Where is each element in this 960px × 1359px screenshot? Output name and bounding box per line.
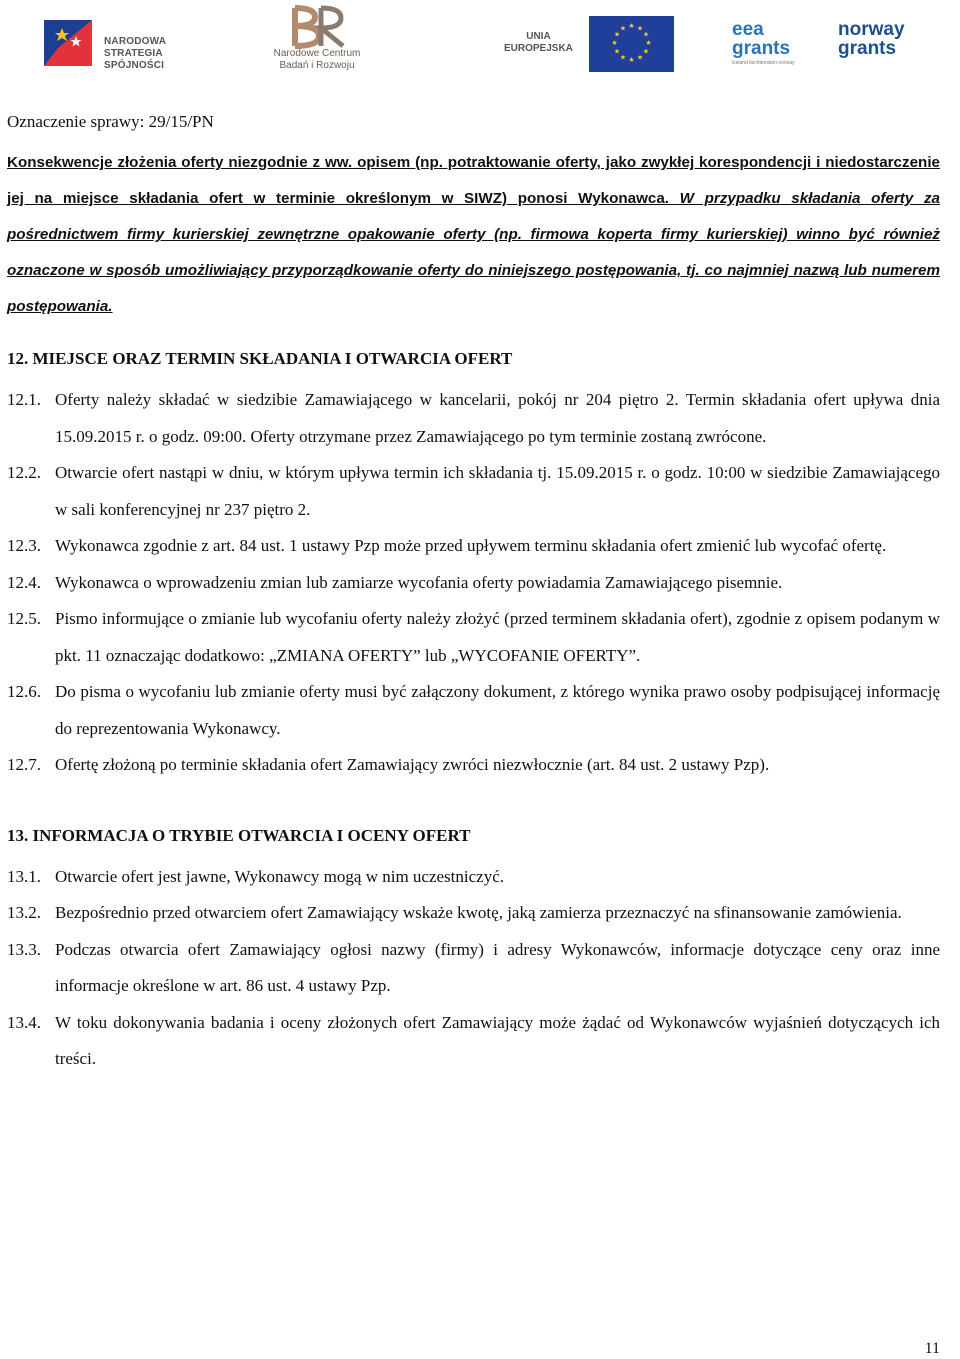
item-number: 12.3. [7, 536, 41, 555]
svg-text:★: ★ [642, 47, 650, 56]
ncbr-logo [262, 4, 372, 82]
item-number: 12.2. [7, 463, 41, 482]
svg-text:★: ★ [645, 39, 652, 47]
svg-text:★: ★ [619, 53, 627, 62]
item-number: 13.4. [7, 1012, 41, 1032]
notice-italic-text: W przypadku składania oferty za pośrednictwem firmy kurierskiej zewnętrzne opakowanie oferty (np. firmowa koperta firmy kurierskiej) winno być również oznaczone w sposób umożliwiający przyporządkowanie oferty do niniejszego postępowania, tj. co najmniej nazwą lub numerem postępowania. [7, 190, 940, 315]
svg-text:★: ★ [613, 30, 621, 39]
item-text: Wykonawca o wprowadzeniu zmian lub zamiarze wycofania oferty powiadamia Zamawiającego pisemnie. [55, 572, 783, 592]
item-number: 12.4. [7, 572, 41, 592]
item-text: Pismo informujące o zmianie lub wycofaniu oferty należy złożyć (przed terminem składania ofert), zgodnie z opisem podanym w pkt. 11 oznaczając dodatkowo: „ZMIANA OFERTY” lub „WYCOFANIE OFERTY”. [55, 609, 940, 665]
list-item [7, 382, 940, 455]
norway-text-1: norway [838, 19, 905, 40]
item-text: W toku dokonywania badania i oceny złożonych ofert Zamawiający może żądać od Wykonawców wyjaśnień dotyczących ich treści. [55, 1012, 940, 1068]
svg-text:★: ★ [628, 56, 635, 64]
section-13-title: 13. INFORMACJA O TRYBIE OTWARCIA I OCENY OFERT [7, 825, 471, 845]
ns-text-line-1: NARODOWA [104, 36, 167, 47]
item-text: Otwarcie ofert nastąpi w dniu, w którym upływa termin ich składania tj. 15.09.2015 r. o godz. 10:00 w siedzibie Zamawiającego w sali konferencyjnej nr 237 piętro 2. [55, 463, 940, 519]
list-item [7, 1005, 940, 1078]
eea-subtext: iceland liechtenstein norway [732, 60, 795, 66]
eea-grants-logo [732, 20, 827, 72]
item-text: Podczas otwarcia ofert Zamawiający ogłosi nazwy (firmy) i adresy Wykonawców, informacje dotyczące ceny oraz inne informacje określone w art. 86 ust. 4 ustawy Pzp. [55, 939, 940, 995]
section-12-list [7, 382, 940, 784]
ns-flag-icon [40, 14, 96, 70]
list-item [7, 674, 940, 747]
svg-text:★: ★ [613, 47, 621, 56]
item-text: Wykonawca zgodnie z art. 84 ust. 1 ustawy Pzp może przed upływem terminu składania ofert zmienić lub wycofać ofertę. [55, 536, 887, 555]
item-number: 12.6. [7, 682, 41, 701]
page-header [0, 0, 960, 92]
list-item [7, 528, 940, 565]
norway-text-2: grants [838, 38, 897, 59]
section-13-list [7, 859, 940, 1078]
list-item [7, 601, 940, 674]
ncbr-text-line-1: Narodowe Centrum [273, 48, 361, 59]
item-number: 12.1. [7, 390, 41, 409]
norway-grants-logo [838, 20, 958, 72]
ns-text-line-2: STRATEGIA SPÓJNOŚCI [104, 48, 165, 71]
item-number: 13.3. [7, 939, 41, 959]
item-text: Do pisma o wycofaniu lub zmianie oferty musi być załączony dokument, z którego wynika prawo osoby podpisującej informację do reprezentowania Wykonawcy. [55, 682, 940, 738]
item-text: Ofertę złożoną po terminie składania ofert Zamawiający zwróci niezwłocznie (art. 84 ust. 2 ustawy Pzp). [55, 755, 770, 774]
page-number: 11 [924, 1340, 940, 1357]
svg-text:★: ★ [619, 24, 627, 33]
document-body [7, 112, 940, 1078]
eu-text-line-2: EUROPEJSKA [504, 43, 573, 54]
eu-flag-icon [589, 16, 674, 72]
eu-text-line-1: UNIA [526, 31, 551, 42]
offer-notice-paragraph [7, 145, 940, 325]
item-number: 13.1. [7, 866, 41, 886]
list-item [7, 455, 940, 528]
ncbr-text-line-2: Badań i Rozwoju [279, 60, 355, 71]
list-item [7, 565, 940, 602]
svg-text:★: ★ [636, 24, 644, 33]
svg-text:★: ★ [636, 53, 644, 62]
item-text: Otwarcie ofert jest jawne, Wykonawcy mogą w nim uczestniczyć. [55, 866, 504, 886]
svg-text:★: ★ [628, 22, 635, 30]
eea-text-2: grants [732, 38, 791, 59]
item-number: 13.2. [7, 903, 41, 922]
item-number: 12.7. [7, 755, 41, 774]
case-reference: Oznaczenie sprawy: 29/15/PN [7, 112, 214, 131]
narodowa-strategia-spojnosci-logo [40, 14, 215, 74]
list-item [7, 859, 940, 896]
item-text: Oferty należy składać w siedzibie Zamawiającego w kancelarii, pokój nr 204 piętro 2. Termin składania ofert upływa dnia 15.09.2015 r. o godz. 09:00. Oferty otrzymane przez Zamawiającego po tym terminie zostaną zwrócone. [55, 390, 940, 446]
list-item [7, 895, 940, 932]
item-text: Bezpośrednio przed otwarciem ofert Zamawiający wskaże kwotę, jaką zamierza przeznaczyć na sfinansowanie zamówienia. [55, 903, 902, 922]
svg-text:★: ★ [611, 39, 618, 47]
notice-plain-text: Konsekwencje złożenia oferty niezgodnie z ww. opisem (np. potraktowanie oferty, jako zwykłej korespondencji i niedostarczenie jej na miejsce składania ofert w terminie określonym w SIWZ) ponosi Wykonawca. [7, 154, 940, 207]
item-number: 12.5. [7, 609, 41, 628]
section-12-title: 12. MIEJSCE ORAZ TERMIN SKŁADANIA I OTWARCIA OFERT [7, 349, 513, 368]
svg-text:★: ★ [642, 30, 650, 39]
ncbr-br-mark-icon [281, 4, 353, 50]
eea-text-1: eea [732, 19, 764, 40]
unia-europejska-logo [492, 12, 687, 68]
list-item [7, 747, 940, 784]
list-item [7, 932, 940, 1005]
